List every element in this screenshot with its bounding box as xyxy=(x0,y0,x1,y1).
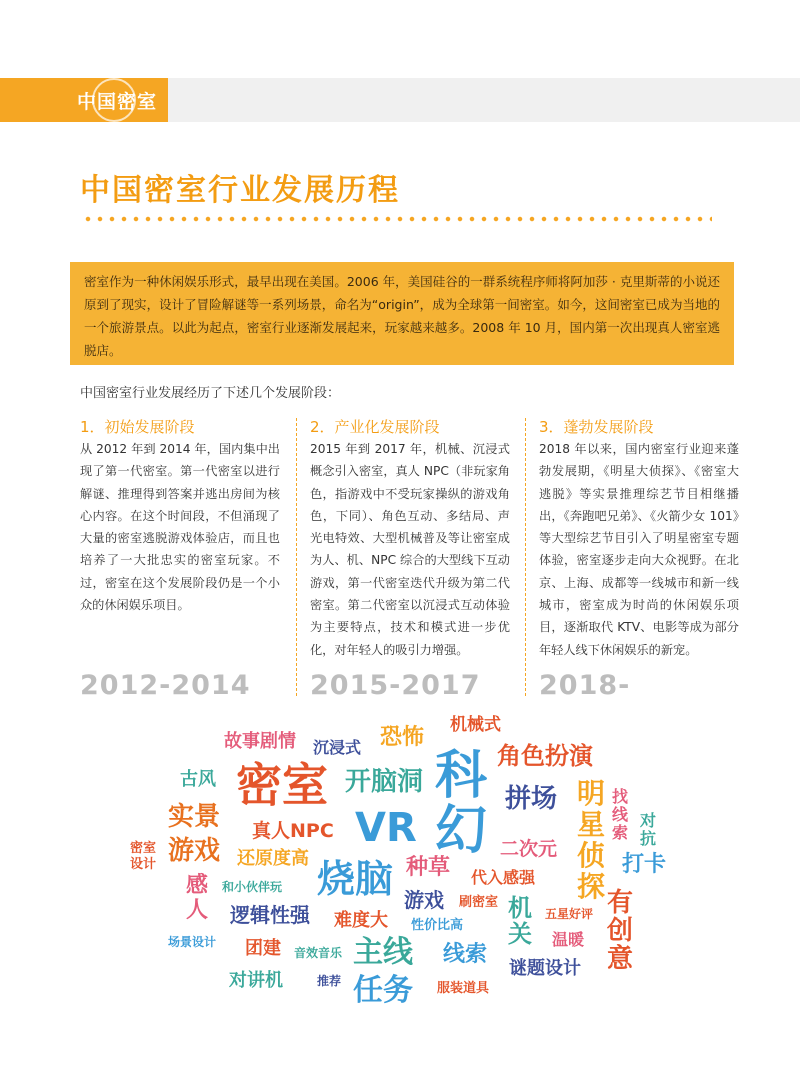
cloud-word: 人 xyxy=(186,898,209,923)
cloud-word: 古风 xyxy=(180,769,216,790)
lead-text: 中国密室行业发展经历了下述几个发展阶段： xyxy=(80,386,341,401)
cloud-word: 谜题设计 xyxy=(509,958,581,979)
cloud-word: 侦 xyxy=(577,839,606,872)
cloud-word: 性价比高 xyxy=(411,918,464,933)
cloud-word: 恐怖 xyxy=(380,725,425,750)
stage-body: 2018 年以来，国内密室行业迎来蓬勃发展期，《明星大侦探》、《密室大逃脱》等实景推理综艺节目相继播出，《奔跑吧兄弟》、《火箭少女 101》等大型综艺节目引入了明星密室专题体验，密室逐步走向大众视野。在北京、上海、成都等一线城市和新一线城市，密室成为时尚的休闲娱乐项目，逐渐取代 KTV、电影等成为部分年轻人线下休闲娱乐的新宠。 xyxy=(539,442,739,657)
cloud-word: 线索 xyxy=(443,942,488,967)
cloud-word: 抗 xyxy=(640,829,657,848)
cloud-word: 拼场 xyxy=(505,784,558,814)
logo xyxy=(74,80,160,120)
cloud-word: 线 xyxy=(612,805,629,824)
cloud-word: 密室 xyxy=(130,841,157,856)
cloud-word: 打卡 xyxy=(622,852,667,877)
cloud-word: 设计 xyxy=(130,857,157,872)
stage-title: 2．产业化发展阶段 xyxy=(310,418,440,436)
cloud-word: 团建 xyxy=(245,938,281,959)
cloud-word: 幻 xyxy=(435,801,488,861)
cloud-word: 场景设计 xyxy=(168,935,217,949)
cloud-word: 代入感强 xyxy=(471,868,536,887)
cloud-word: 机械式 xyxy=(450,715,501,735)
cloud-word: 角色扮演 xyxy=(497,742,593,770)
cloud-word: 有 xyxy=(607,888,634,918)
stage-column-2 xyxy=(310,416,510,661)
cloud-word: 推荐 xyxy=(317,974,342,988)
year-range-label: 2015-2017 xyxy=(310,670,481,701)
cloud-word: 索 xyxy=(612,823,629,842)
cloud-word: 二次元 xyxy=(500,838,558,860)
cloud-word: 机 xyxy=(508,894,532,922)
cloud-word: 游戏 xyxy=(168,836,221,866)
cloud-word: 游戏 xyxy=(404,888,444,912)
cloud-word: 创 xyxy=(607,916,634,946)
stage-body: 从 2012 年到 2014 年，国内集中出现了第一代密室。第一代密室以进行解谜、推理得到答案并逃出房间为核心内容。在这个时间段，不但涌现了大量的密室逃脱游戏体验店，而且也培养了一大批忠实的密室玩家。不过，密室在这个发展阶段仍是一个小众的休闲娱乐项目。 xyxy=(80,442,280,613)
cloud-word: 感 xyxy=(186,873,209,898)
cloud-word: 实景 xyxy=(168,802,221,832)
dotted-divider xyxy=(82,216,712,222)
logo-text: 中国密室 xyxy=(76,90,157,113)
cloud-word: 服装道具 xyxy=(437,981,490,996)
cloud-word: 和小伙伴玩 xyxy=(222,880,283,894)
intro-text: 密室作为一种休闲娱乐形式，最早出现在美国。2006 年，美国硅谷的一群系统程序师将阿加莎 · 克里斯蒂的小说还原到了现实，设计了冒险解谜等一系列场景，命名为“origin”，成为全球第一间密室。如今，这间密室已成为当地的一个旅游景点。以此为起点，密室行业逐渐发展起来，玩家越来越多。2008 年 10 月，国内第一次出现真人密室逃脱店。 xyxy=(84,274,720,358)
stage-column-1 xyxy=(80,416,280,616)
column-divider xyxy=(296,418,297,696)
cloud-word: 意 xyxy=(607,944,634,974)
cloud-word: 音效音乐 xyxy=(294,946,343,960)
cloud-word: 开脑洞 xyxy=(345,767,424,797)
cloud-word: 刷密室 xyxy=(459,895,499,910)
cloud-word: 难度大 xyxy=(334,910,388,931)
year-range-label: 2012-2014 xyxy=(80,670,251,701)
intro-box xyxy=(70,262,734,365)
cloud-word: 种草 xyxy=(406,855,451,880)
cloud-word: VR xyxy=(355,805,417,851)
stage-body: 2015 年到 2017 年，机械、沉浸式概念引入密室，真人 NPC（非玩家角色，指游戏中不受玩家操纵的游戏角色，下同）、角色互动、多结局、声光电特效、大型机械普及等让密室成为人、机、NPC 综合的大型线下互动游戏，第一代密室迭代升级为第二代密室。第二代密室以沉浸式互动体验为主要特点，技术和模式进一步优化，对年轻人的吸引力增强。 xyxy=(310,442,510,657)
cloud-word: 烧脑 xyxy=(317,857,394,901)
cloud-word: 科 xyxy=(435,746,488,806)
cloud-word: 沉浸式 xyxy=(313,738,362,757)
stage-column-3 xyxy=(539,416,739,661)
cloud-word: 明 xyxy=(577,777,606,810)
cloud-word: 任务 xyxy=(353,973,413,1008)
cloud-word: 找 xyxy=(612,787,629,806)
cloud-word: 探 xyxy=(577,870,606,903)
cloud-word: 关 xyxy=(508,920,532,948)
stage-title: 3．蓬勃发展阶段 xyxy=(539,418,654,436)
cloud-word: 对讲机 xyxy=(229,970,283,991)
cloud-word: 逻辑性强 xyxy=(230,903,310,927)
cloud-word: 故事剧情 xyxy=(224,731,296,752)
word-cloud xyxy=(0,700,800,1030)
stage-title: 1．初始发展阶段 xyxy=(80,418,195,436)
column-divider xyxy=(525,418,526,696)
cloud-word: 星 xyxy=(577,808,606,841)
cloud-word: 温暖 xyxy=(552,930,585,949)
cloud-word: 对 xyxy=(640,811,657,830)
cloud-word: 五星好评 xyxy=(545,907,594,921)
cloud-word: 还原度高 xyxy=(237,848,309,869)
year-range-label: 2018- xyxy=(539,670,631,701)
cloud-word: 主线 xyxy=(353,935,413,970)
cloud-word: 密室 xyxy=(236,758,328,812)
page-title: 中国密室行业发展历程 xyxy=(80,173,400,208)
cloud-word: 真人NPC xyxy=(252,820,334,842)
